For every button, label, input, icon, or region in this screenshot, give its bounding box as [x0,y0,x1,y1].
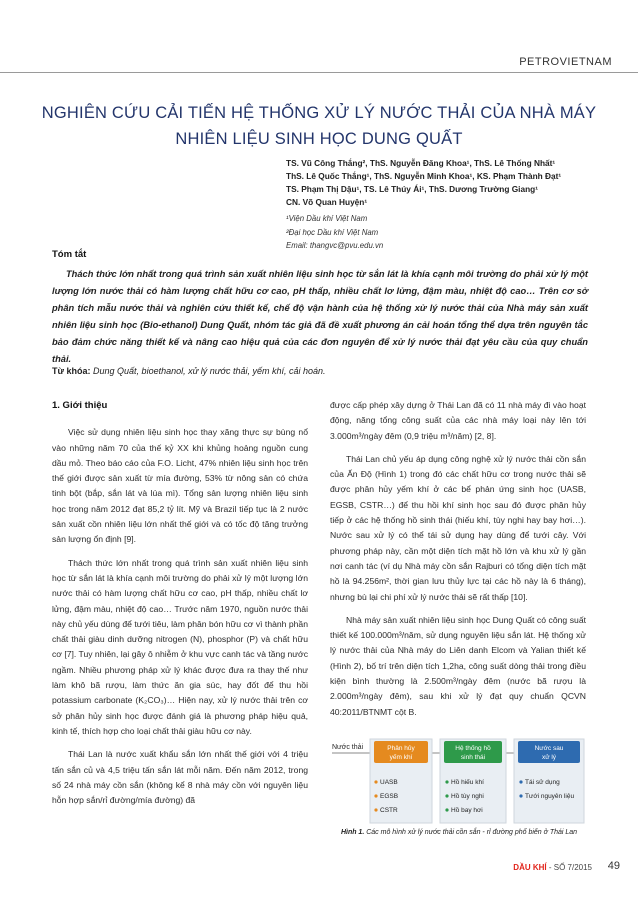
left-column [52,398,308,816]
bullet-icon [445,780,448,783]
author-line-4: CN. Võ Quan Huyện¹ [286,197,368,207]
stage-box-anaerobic-label: Phân hủy [387,745,415,752]
keywords [52,366,588,376]
journal-brand: PETROVIETNAM [519,56,612,68]
page-footer [513,860,620,872]
title-line-2: NHIÊN LIỆU SINH HỌC DUNG QUẤT [175,130,463,148]
footer-issue: - SỐ 7/2015 [546,863,592,872]
paragraph: Nhà máy sản xuất nhiên liệu sinh học Dung Quất có công suất thiết kế 100.000m³/năm, sử dụng nguyên liệu sắn lát. Hệ thống xử lý nước thải của Nhà máy do Liên danh Elcom và Yalian thiết kế (Hình 2), bố trí trên diện tích 1,2ha, công suất dòng thải trong điều kiện bình thường là 2.500m³/ngày đêm (nước bã rượu là 2.000m³/ngày đêm), sau khi xử lý đạt quy chuẩn QCVN 40:2011/BTNMT cột B. [330,614,586,717]
paragraph: được cấp phép xây dựng ở Thái Lan đã có 11 nhà máy đi vào hoạt động, năng tổng công suất của các nhà máy loại này lên tới 3.000m³/ngày đêm (0,9 triệu m³/năm) [2, 8]. [330,400,586,441]
affiliation-1: ¹Viện Dầu khí Việt Nam [286,214,368,223]
figure-caption-label: Hình 1. [340,829,365,836]
header-rule [0,72,638,73]
author-line-1: TS. Vũ Công Thắng², ThS. Nguyễn Đăng Khoa¹, ThS. Lê Thống Nhất¹ [286,158,556,168]
list-item: UASB [380,779,398,786]
figure-caption-text: Các mô hình xử lý nước thải cồn sắn - rỉ đường phổ biến ở Thái Lan [364,829,578,836]
figure-caption [330,829,588,836]
stage-box-ponds-label: Hệ thống hồ [455,745,491,752]
keywords-list: Dung Quất, bioethanol, xử lý nước thải, yếm khí, cải hoán. [90,366,326,376]
figure-1 [330,735,588,827]
affiliation-2: ²Đại học Dầu khí Việt Nam [286,227,379,237]
bullet-icon [374,780,377,783]
bullet-icon [445,808,448,811]
list-item: Hồ tùy nghi [451,793,484,800]
keywords-label: Từ khóa: [52,366,91,376]
paragraph: Việc sử dụng nhiên liệu sinh học thay xăng thực sự bùng nổ vào những năm 70 của thế kỷ XX khi khủng hoảng nguồn cung dầu mỏ. Theo báo cáo của F.O. Licht, 47% nhiên liệu sinh học trên thế giới được sản xuất từ mía đường, 53% từ nông sản có chứa tinh bột (bắp, sắn lát và lúa mì). Tổng sản lượng nhiên liệu sinh học trong năm 2012 đạt 85,2 tỷ lít. Mỹ và Brazil tiếp tục là 2 nước sản xuất cồn nhiên liệu lớn nhất thế giới và có tốc độ tăng trưởng sản lượng ổn định [9]. [52,427,308,545]
bullet-icon [374,808,377,811]
author-line-3: TS. Phạm Thị Dậu¹, TS. Lê Thúy Ái¹, ThS. Dương Trường Giang¹ [286,184,538,194]
stage-box-output-label: Nước sau [534,745,564,752]
section-heading: 1. Giới thiệu [52,400,108,411]
title-line-1: NGHIÊN CỨU CẢI TIẾN HỆ THỐNG XỬ LÝ NƯỚC THẢI CỦA NHÀ MÁY [41,104,597,122]
stage-box-ponds-label: sinh thái [460,754,486,761]
list-item: Hồ hiếu khí [451,779,484,786]
bullet-icon [445,794,448,797]
list-item: Tưới nguyên liệu [525,793,575,800]
abstract-heading: Tóm tắt [52,249,87,260]
paragraph: Thách thức lớn nhất trong quá trình sản xuất nhiên liệu sinh học từ sắn lát là khía cạnh môi trường do phải xử lý một lượng lớn nước thải có hàm lượng chất hữu cơ cao, pH thấp, nhiều chất lơ lửng, đậm màu, nhiệt độ cao… Trước năm 1970, nguồn nước thải này chủ yếu dùng để tưới tiêu, làm phân bón hữu cơ vì thành phần chất thải giàu dinh dưỡng nitrogen (N), phosphor (P) và chất hữu cơ [7]. Tuy nhiên, lại gây ô nhiễm ở khu vực canh tác và tầng nước ngầm. Nhiều phương pháp xử lý khác được đưa ra thay thế như làm khô bã rượu, làm thức ăn gia súc, hay đốt để thu hồi potassium carbonate (K₂CO₃)… Hiện nay, xử lý nước thải trên cơ sở phân hủy sinh học được đánh giá là phương pháp hiệu quả, kinh tế, thích hợp cho loại chất thải giàu hữu cơ này. [52,557,308,736]
list-item: Hồ bay hơi [451,807,483,814]
bullet-icon [519,780,522,783]
bullet-icon [374,794,377,797]
page-number: 49 [607,860,620,872]
right-column [330,398,586,728]
list-item: Tái sử dụng [525,779,560,786]
author-email: Email: thangvc@pvu.edu.vn [286,241,384,250]
bullet-icon [519,794,522,797]
process-diagram [330,735,588,827]
stage-box-output-label: xử lý [541,754,557,761]
author-block [286,157,616,253]
input-label: Nước thải [332,744,364,751]
stage-box-anaerobic-label: yếm khí [389,754,413,761]
author-line-2: ThS. Lê Quốc Thắng¹, ThS. Nguyễn Minh Khoa¹, KS. Phạm Thành Đạt¹ [286,171,562,181]
article-title [40,100,598,152]
paragraph: Thái Lan là nước xuất khẩu sắn lớn nhất thế giới với 4 triệu tấn sắn củ và 4,5 triệu tấn sắn lát mỗi năm. Đến năm 2012, trong số 24 nhà máy cồn sắn (không kể 8 nhà máy cồn với nguyên liệu hỗn hợp sắn/rỉ đường/mía đường) đã [52,749,308,806]
paragraph: Thái Lan chủ yếu áp dụng công nghệ xử lý nước thải cồn sắn của Ấn Độ (Hình 1) trong đó các chất hữu cơ trong nước thải sẽ được phân hủy yếm khí ở các bể phản ứng sinh học (UASB, EGSB, CSTR…) để thu hồi khí sinh học sau đó được phân hủy tiếp ở các hệ thống hồ sinh thái (hiếu khí, tùy nghi hay bay hơi…). Nước sau xử lý có thể tái sử dụng hay dùng để tưới cây. Với phương pháp này, cần một diện tích mặt hồ lớn và khu xử lý gần nơi canh tác (ví dụ Nhà máy cồn sắn Rajburi có tổng diện tích mặt hồ là 94.256m², thời gian lưu thủy lực tại các hồ này là 6 tháng), nhưng bù lại chi phí xử lý nước thải sẽ rất thấp [10]. [330,453,586,602]
footer-brand: DẦU KHÍ [513,863,547,872]
list-item: CSTR [380,807,398,814]
abstract-text: Thách thức lớn nhất trong quá trình sản xuất nhiên liệu sinh học từ sắn lát là khía cạnh môi trường do phải xử lý một lượng lớn nước thải có hàm lượng chất hữu cơ cao, pH thấp, nhiều chất lơ lửng, đậm màu, nhiệt độ cao… Trên cơ sở phân tích mẫu nước thải và nghiên cứu thiết kế, chế độ vận hành của hệ thống xử lý nước thải của Nhà máy sản xuất nhiên liệu sinh học (Bio-ethanol) Dung Quất, nhóm tác giả đã đề xuất phương án cải hoán tổng thể dựa trên nguyên tắc bảo đảm chức năng thiết kế và nâng cao hiệu quả của các đơn nguyên để xử lý nước thải đạt yêu cầu của quy chuẩn thải. [52,269,588,364]
list-item: EGSB [380,793,399,800]
